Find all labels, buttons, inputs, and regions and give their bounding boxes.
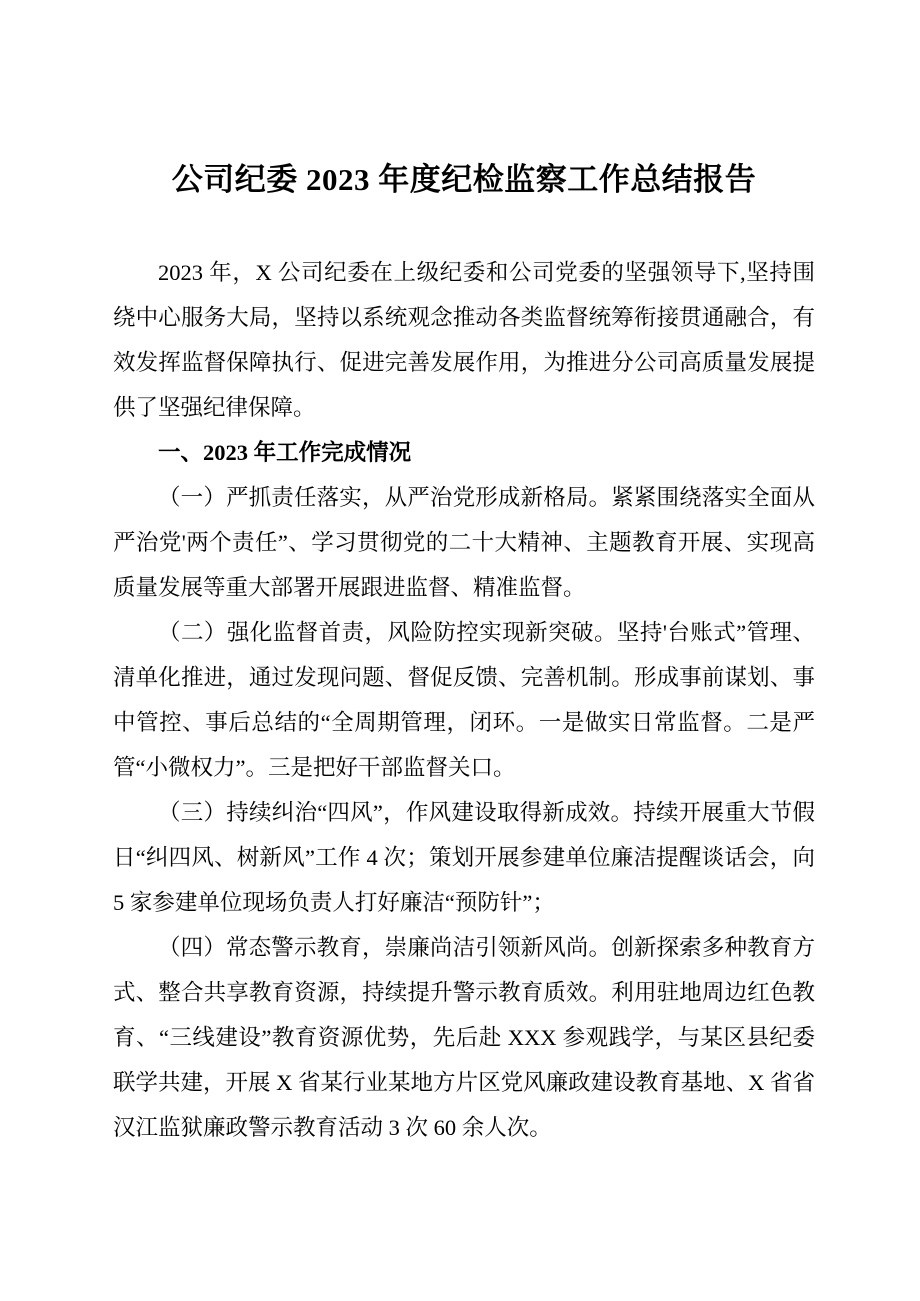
paragraph-item-2: （二）强化监督首责，风险防控实现新突破。坚持'台账式”管理、清单化推进，通过发现问题、督促反馈、完善机制。形成事前谋划、事中管控、事后总结的“全周期管理，闭环。一是做实日常监督。二是严管“小微权力”。三是把好干部监督关口。 (113, 620, 815, 780)
paragraph-item-4: （四）常态警示教育，崇廉尚洁引领新风尚。创新探索多种教育方式、整合共享教育资源，持续提升警示教育质效。利用驻地周边红色教育、“三线建设”教育资源优势，先后赴 XXX 参观践学，与某区县纪委联学共建，开展 X 省某行业某地方片区党风廉政建设教育基地、X 省省汉江监狱廉政警示教育活动 3 次 60 余人次。 (113, 935, 815, 1140)
paragraph-intro: 2023 年，X 公司纪委在上级纪委和公司党委的坚强领导下,坚持围绕中心服务大局，坚持以系统观念推动各类监督统筹衔接贯通融合，有效发挥监督保障执行、促进完善发展作用，为推进分公司高质量发展提供了坚强纪律保障。 (113, 260, 815, 420)
document-title: 公司纪委 2023 年度纪检监察工作总结报告 (171, 162, 757, 197)
section-heading-work-completion: 一、2023 年工作完成情况 (158, 440, 412, 465)
document-body (113, 250, 815, 1150)
paragraph-item-1: （一）严抓责任落实，从严治党形成新格局。紧紧围绕落实全面从严治党'两个责任”、学习贯彻党的二十大精神、主题教育开展、实现高质量发展等重大部署开展跟进监督、精准监督。 (113, 485, 815, 600)
paragraph-item-3: （三）持续纠治“四风”，作风建设取得新成效。持续开展重大节假日“纠四风、树新风”工作 4 次；策划开展参建单位廉洁提醒谈话会，向 5 家参建单位现场负责人打好廉洁“预防针”； (113, 800, 815, 915)
